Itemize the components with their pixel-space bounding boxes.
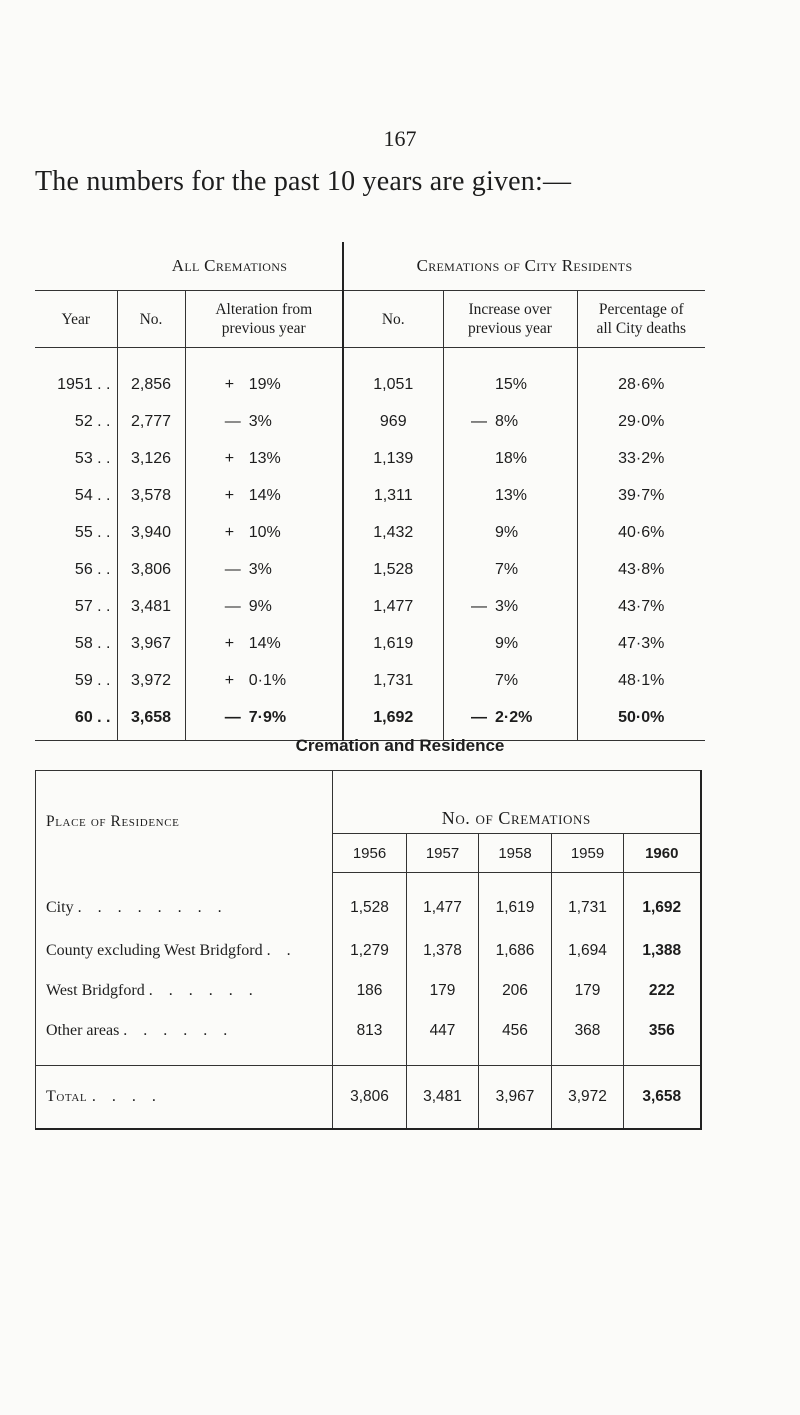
cell-no: 3,658 xyxy=(117,699,185,741)
increase-value: 7% xyxy=(495,671,519,689)
cell-increase xyxy=(443,551,577,588)
table-row xyxy=(35,403,705,440)
cell-place xyxy=(36,971,333,1011)
cell-percentage: 43·7% xyxy=(618,597,665,615)
alteration-sign: + xyxy=(224,449,235,467)
cell-value-1959: 1,731 xyxy=(552,873,624,932)
col-header-city-no: No. xyxy=(343,291,443,348)
cell-alteration xyxy=(185,348,343,404)
leader-dots: . . . . xyxy=(91,1088,162,1105)
cell-value-1959: 368 xyxy=(552,1011,624,1066)
table-row xyxy=(35,699,705,741)
place-label: Other areas xyxy=(46,1022,120,1039)
table-row xyxy=(35,440,705,477)
cell-no: 3,481 xyxy=(117,588,185,625)
cell-alteration xyxy=(185,699,343,741)
year-header-1956: 1956 xyxy=(333,834,407,873)
cell-no: 3,967 xyxy=(117,625,185,662)
cell-place xyxy=(36,873,333,932)
cell-year: 56 . . xyxy=(35,551,117,588)
place-label: County excluding West Bridgford xyxy=(46,942,263,959)
table-row xyxy=(35,588,705,625)
alteration-sign: + xyxy=(224,375,235,393)
year-header-1957: 1957 xyxy=(407,834,479,873)
table-row xyxy=(35,348,705,404)
cell-year: 54 . . xyxy=(35,477,117,514)
cell-city-no: 969 xyxy=(343,403,443,440)
cell-no: 3,806 xyxy=(117,551,185,588)
place-label: West Bridgford xyxy=(46,982,145,999)
cell-increase xyxy=(443,662,577,699)
cell-value-1958: 206 xyxy=(479,971,552,1011)
cell-value-1957: 179 xyxy=(407,971,479,1011)
cell-value-1956: 813 xyxy=(333,1011,407,1066)
cell-alteration xyxy=(185,625,343,662)
cell-city-no: 1,619 xyxy=(343,625,443,662)
place-label: City xyxy=(46,898,74,916)
cell-value-1957: 447 xyxy=(407,1011,479,1066)
place-label: Total xyxy=(46,1088,88,1105)
cell-city-no: 1,432 xyxy=(343,514,443,551)
alteration-sign: + xyxy=(224,486,235,504)
table-row xyxy=(35,477,705,514)
col-header-year: Year xyxy=(35,291,117,348)
alteration-sign: + xyxy=(224,634,235,652)
alteration-value: 3% xyxy=(248,412,272,430)
alteration-value: 9% xyxy=(248,597,272,615)
alteration-value: 0·1% xyxy=(248,671,287,689)
table-row xyxy=(35,625,705,662)
col-header-percentage: Percentage of all City deaths xyxy=(577,291,705,348)
cell-alteration xyxy=(185,551,343,588)
cell-no: 3,126 xyxy=(117,440,185,477)
cell-value-1960: 356 xyxy=(624,1011,701,1066)
table-row xyxy=(35,662,705,699)
alteration-value: 10% xyxy=(248,523,281,541)
cell-value-1958: 1,686 xyxy=(479,931,552,971)
cell-percentage: 50·0% xyxy=(577,699,705,741)
cell-place xyxy=(36,931,333,971)
cell-year: 55 . . xyxy=(35,514,117,551)
cell-alteration xyxy=(185,588,343,625)
group-header-all-cremations: All Cremations xyxy=(117,242,343,291)
cell-alteration xyxy=(185,662,343,699)
increase-value: 8% xyxy=(495,412,519,430)
cell-value-1960: 1,388 xyxy=(624,931,701,971)
cell-percentage: 29·0% xyxy=(618,412,665,430)
cell-city-no: 1,731 xyxy=(343,662,443,699)
cell-year: 52 . . xyxy=(35,403,117,440)
cell-value-1959: 3,972 xyxy=(552,1066,624,1130)
cell-value-1956: 3,806 xyxy=(333,1066,407,1130)
leader-dots: . . . . . . xyxy=(123,1022,234,1039)
leader-dots: . . . . . . . . xyxy=(77,898,228,916)
alteration-value: 7·9% xyxy=(248,708,287,726)
alteration-value: 13% xyxy=(248,449,281,467)
cell-alteration xyxy=(185,403,343,440)
col-header-no-cremations: No. of Cremations xyxy=(333,771,701,834)
cell-no: 3,578 xyxy=(117,477,185,514)
table-row xyxy=(36,873,701,932)
cell-percentage: 47·3% xyxy=(618,634,665,652)
cell-increase xyxy=(443,403,577,440)
col-header-no: No. xyxy=(117,291,185,348)
cell-increase xyxy=(443,477,577,514)
table-row xyxy=(36,1011,701,1066)
increase-value: 15% xyxy=(495,375,528,393)
increase-value: 13% xyxy=(495,486,528,504)
cell-percentage: 33·2% xyxy=(618,449,665,467)
cell-no: 2,777 xyxy=(117,403,185,440)
cell-year: 1951 . . xyxy=(35,348,117,404)
increase-value: 3% xyxy=(495,597,519,615)
cell-value-1956: 1,528 xyxy=(333,873,407,932)
alteration-sign: — xyxy=(224,708,241,726)
cell-percentage: 40·6% xyxy=(618,523,665,541)
cell-year: 59 . . xyxy=(35,662,117,699)
cell-percentage: 28·6% xyxy=(618,375,665,393)
cell-value-1959: 179 xyxy=(552,971,624,1011)
increase-value: 9% xyxy=(495,523,519,541)
col-header-place: Place of Residence xyxy=(36,771,333,873)
cell-year: 57 . . xyxy=(35,588,117,625)
alteration-sign: — xyxy=(224,412,241,430)
cell-city-no: 1,051 xyxy=(343,348,443,404)
alteration-sign: — xyxy=(224,597,241,615)
increase-sign: — xyxy=(471,597,487,615)
increase-sign: — xyxy=(471,412,487,430)
cell-no: 2,856 xyxy=(117,348,185,404)
cell-no: 3,972 xyxy=(117,662,185,699)
cell-value-1959: 1,694 xyxy=(552,931,624,971)
cell-percentage: 48·1% xyxy=(618,671,665,689)
col-header-increase: Increase over previous year xyxy=(443,291,577,348)
alteration-sign: + xyxy=(224,671,235,689)
table-row xyxy=(35,514,705,551)
increase-value: 2·2% xyxy=(495,708,533,726)
cell-value-1960: 222 xyxy=(624,971,701,1011)
cell-increase xyxy=(443,440,577,477)
cell-increase xyxy=(443,588,577,625)
cell-city-no: 1,477 xyxy=(343,588,443,625)
table-row xyxy=(36,931,701,971)
year-header-1958: 1958 xyxy=(479,834,552,873)
cell-increase xyxy=(443,625,577,662)
cremations-table xyxy=(35,242,705,741)
cell-value-1957: 1,477 xyxy=(407,873,479,932)
cell-city-no: 1,528 xyxy=(343,551,443,588)
cell-increase xyxy=(443,348,577,404)
cell-place xyxy=(36,1011,333,1066)
increase-value: 9% xyxy=(495,634,519,652)
cell-year: 53 . . xyxy=(35,440,117,477)
cell-value-1960: 1,692 xyxy=(624,873,701,932)
cell-value-1956: 186 xyxy=(333,971,407,1011)
table-caption: Cremation and Residence xyxy=(295,736,505,755)
total-row xyxy=(36,1066,701,1130)
cell-no: 3,940 xyxy=(117,514,185,551)
alteration-sign: — xyxy=(224,560,241,578)
year-header-1959: 1959 xyxy=(552,834,624,873)
cell-alteration xyxy=(185,514,343,551)
cell-percentage: 43·8% xyxy=(618,560,665,578)
residence-table xyxy=(35,770,700,1130)
col-header-alteration: Alteration from previous year xyxy=(185,291,343,348)
corner-blank xyxy=(35,242,117,291)
alteration-value: 19% xyxy=(248,375,281,393)
cell-value-1957: 3,481 xyxy=(407,1066,479,1130)
cell-place xyxy=(36,1066,333,1130)
intro-text: The numbers for the past 10 years are given:— xyxy=(35,166,572,197)
cell-increase xyxy=(443,514,577,551)
alteration-value: 3% xyxy=(248,560,272,578)
cell-year: 58 . . xyxy=(35,625,117,662)
increase-value: 18% xyxy=(495,449,528,467)
alteration-value: 14% xyxy=(248,486,281,504)
cell-alteration xyxy=(185,477,343,514)
cell-percentage: 39·7% xyxy=(618,486,665,504)
table-row xyxy=(35,551,705,588)
leader-dots: . . xyxy=(266,942,297,959)
cell-city-no: 1,139 xyxy=(343,440,443,477)
cell-alteration xyxy=(185,440,343,477)
cell-value-1958: 1,619 xyxy=(479,873,552,932)
cell-value-1958: 456 xyxy=(479,1011,552,1066)
group-header-city-residents: Cremations of City Residents xyxy=(416,256,633,275)
cell-value-1957: 1,378 xyxy=(407,931,479,971)
year-header-1960: 1960 xyxy=(624,834,701,873)
alteration-value: 14% xyxy=(248,634,281,652)
cell-increase xyxy=(443,699,577,741)
cell-value-1958: 3,967 xyxy=(479,1066,552,1130)
cell-city-no: 1,311 xyxy=(343,477,443,514)
increase-value: 7% xyxy=(495,560,519,578)
increase-sign: — xyxy=(471,708,487,726)
leader-dots: . . . . . . xyxy=(148,982,259,999)
table-row xyxy=(36,971,701,1011)
alteration-sign: + xyxy=(224,523,235,541)
cell-value-1956: 1,279 xyxy=(333,931,407,971)
cell-city-no: 1,692 xyxy=(343,699,443,741)
page-number: 167 xyxy=(383,126,417,151)
cell-value-1960: 3,658 xyxy=(624,1066,701,1130)
cell-year: 60 . . xyxy=(35,699,117,741)
